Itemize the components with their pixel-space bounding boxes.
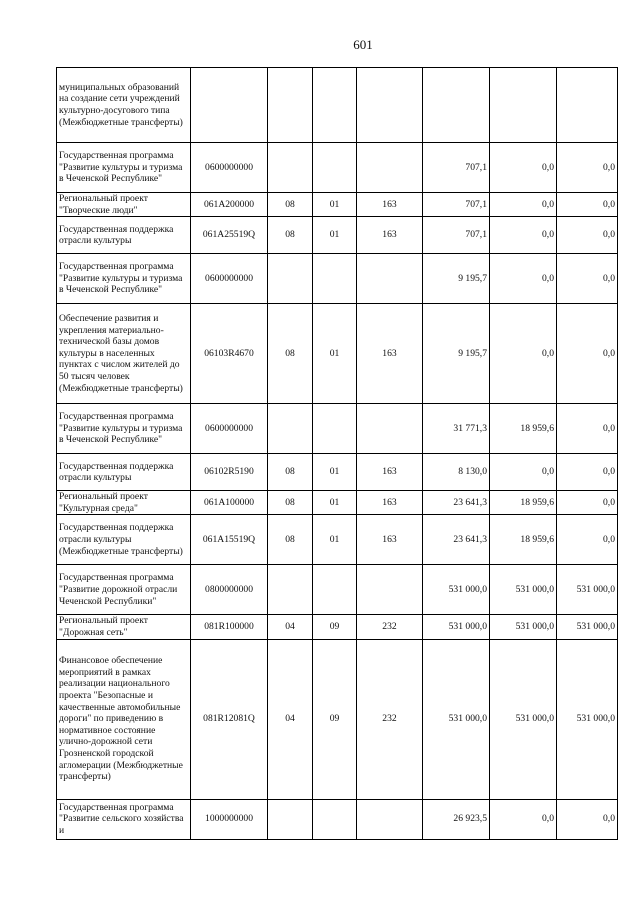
row-section-cell: 04 [268, 639, 313, 799]
row-code-cell: 06103R4670 [191, 304, 268, 404]
row-sum-year2-cell: 531 000,0 [490, 615, 557, 639]
row-expense-type-cell: 163 [357, 193, 423, 217]
row-sum-year3-cell: 0,0 [557, 143, 618, 193]
row-sum-year2-cell: 531 000,0 [490, 639, 557, 799]
row-subsection-cell: 09 [313, 639, 357, 799]
row-sum-year2-cell: 0,0 [490, 799, 557, 839]
row-expense-type-cell: 163 [357, 515, 423, 565]
row-subsection-cell [313, 254, 357, 304]
table-row [57, 193, 618, 217]
row-expense-type-cell: 232 [357, 615, 423, 639]
row-sum-year2-cell: 0,0 [490, 454, 557, 491]
table-row [57, 217, 618, 254]
row-expense-type-cell: 163 [357, 217, 423, 254]
row-code-cell: 0600000000 [191, 143, 268, 193]
row-section-cell: 08 [268, 454, 313, 491]
row-sum-year2-cell: 18 959,6 [490, 491, 557, 515]
row-name-cell: Государственная программа "Развитие сельского хозяйства и [57, 799, 191, 839]
row-expense-type-cell: 163 [357, 304, 423, 404]
row-expense-type-cell [357, 143, 423, 193]
row-subsection-cell: 09 [313, 615, 357, 639]
row-section-cell: 04 [268, 615, 313, 639]
row-section-cell [268, 565, 313, 615]
row-code-cell: 061A100000 [191, 491, 268, 515]
row-sum-year2-cell: 18 959,6 [490, 404, 557, 454]
row-name-cell: Обеспечение развития и укрепления материально-технической базы домов культуры в населенных пунктах с числом жителей до 50 тысяч человек (Межбюджетные трансферты) [57, 304, 191, 404]
row-code-cell: 1000000000 [191, 799, 268, 839]
table-row [57, 639, 618, 799]
row-sum-year1-cell: 531 000,0 [423, 615, 490, 639]
table-row [57, 404, 618, 454]
row-sum-year2-cell: 0,0 [490, 254, 557, 304]
row-sum-year1-cell [423, 68, 490, 143]
table-row [57, 615, 618, 639]
row-subsection-cell [313, 565, 357, 615]
table-row [57, 565, 618, 615]
row-section-cell: 08 [268, 491, 313, 515]
row-section-cell [268, 68, 313, 143]
table-row [57, 799, 618, 839]
row-sum-year1-cell: 23 641,3 [423, 491, 490, 515]
row-name-cell: Государственная программа "Развитие культуры и туризма в Чеченской Республике" [57, 404, 191, 454]
row-sum-year2-cell [490, 68, 557, 143]
row-code-cell [191, 68, 268, 143]
row-subsection-cell: 01 [313, 454, 357, 491]
row-name-cell: Финансовое обеспечение мероприятий в рамках реализации национального проекта "Безопасные и качественные автомобильные дороги" по приведению в нормативное состояние улично-дорожной сети Грозненской городской агломерации (Межбюджетные трансферты) [57, 639, 191, 799]
row-expense-type-cell [357, 565, 423, 615]
row-code-cell: 061A25519Q [191, 217, 268, 254]
row-sum-year2-cell: 0,0 [490, 304, 557, 404]
row-sum-year3-cell: 531 000,0 [557, 565, 618, 615]
row-name-cell: Региональный проект "Культурная среда" [57, 491, 191, 515]
row-sum-year1-cell: 707,1 [423, 217, 490, 254]
row-sum-year1-cell: 531 000,0 [423, 565, 490, 615]
row-sum-year1-cell: 9 195,7 [423, 304, 490, 404]
row-sum-year1-cell: 26 923,5 [423, 799, 490, 839]
row-code-cell: 081R100000 [191, 615, 268, 639]
row-sum-year3-cell: 0,0 [557, 254, 618, 304]
table-row [57, 254, 618, 304]
row-section-cell [268, 799, 313, 839]
row-sum-year3-cell: 0,0 [557, 454, 618, 491]
row-section-cell: 08 [268, 304, 313, 404]
row-section-cell: 08 [268, 217, 313, 254]
row-section-cell [268, 143, 313, 193]
row-sum-year1-cell: 531 000,0 [423, 639, 490, 799]
row-code-cell: 061A15519Q [191, 515, 268, 565]
row-expense-type-cell: 163 [357, 491, 423, 515]
row-sum-year1-cell: 707,1 [423, 143, 490, 193]
row-expense-type-cell [357, 404, 423, 454]
row-subsection-cell [313, 68, 357, 143]
row-name-cell: Государственная поддержка отрасли культуры [57, 454, 191, 491]
row-sum-year3-cell [557, 68, 618, 143]
row-sum-year1-cell: 8 130,0 [423, 454, 490, 491]
row-sum-year2-cell: 0,0 [490, 217, 557, 254]
row-name-cell: Государственная программа "Развитие дорожной отрасли Чеченской Республики" [57, 565, 191, 615]
row-subsection-cell: 01 [313, 491, 357, 515]
row-code-cell: 0800000000 [191, 565, 268, 615]
page-number: 601 [353, 37, 373, 52]
row-section-cell [268, 404, 313, 454]
row-subsection-cell: 01 [313, 515, 357, 565]
row-code-cell: 0600000000 [191, 254, 268, 304]
row-sum-year3-cell: 0,0 [557, 799, 618, 839]
row-code-cell: 0600000000 [191, 404, 268, 454]
row-name-cell: Государственная поддержка отрасли культуры (Межбюджетные трансферты) [57, 515, 191, 565]
table-row [57, 515, 618, 565]
row-sum-year3-cell: 0,0 [557, 217, 618, 254]
budget-table [56, 67, 618, 840]
row-name-cell: муниципальных образований на создание сети учреждений культурно-досугового типа (Межбюджетные трансферты) [57, 68, 191, 143]
row-name-cell: Государственная поддержка отрасли культуры [57, 217, 191, 254]
row-subsection-cell [313, 143, 357, 193]
row-subsection-cell: 01 [313, 193, 357, 217]
table-body [57, 68, 618, 840]
row-subsection-cell [313, 799, 357, 839]
row-sum-year3-cell: 0,0 [557, 304, 618, 404]
row-sum-year3-cell: 531 000,0 [557, 615, 618, 639]
row-name-cell: Государственная программа "Развитие культуры и туризма в Чеченской Республике" [57, 143, 191, 193]
row-expense-type-cell [357, 254, 423, 304]
row-name-cell: Региональный проект "Дорожная сеть" [57, 615, 191, 639]
table-row [57, 143, 618, 193]
row-sum-year2-cell: 0,0 [490, 193, 557, 217]
row-sum-year3-cell: 0,0 [557, 491, 618, 515]
row-sum-year1-cell: 707,1 [423, 193, 490, 217]
row-section-cell: 08 [268, 515, 313, 565]
row-code-cell: 061A200000 [191, 193, 268, 217]
row-expense-type-cell [357, 68, 423, 143]
row-section-cell [268, 254, 313, 304]
row-subsection-cell: 01 [313, 304, 357, 404]
row-name-cell: Государственная программа "Развитие культуры и туризма в Чеченской Республике" [57, 254, 191, 304]
row-sum-year3-cell: 0,0 [557, 515, 618, 565]
row-sum-year3-cell: 531 000,0 [557, 639, 618, 799]
row-sum-year1-cell: 23 641,3 [423, 515, 490, 565]
row-sum-year3-cell: 0,0 [557, 404, 618, 454]
row-sum-year1-cell: 9 195,7 [423, 254, 490, 304]
row-subsection-cell [313, 404, 357, 454]
row-sum-year2-cell: 531 000,0 [490, 565, 557, 615]
row-expense-type-cell: 163 [357, 454, 423, 491]
row-sum-year1-cell: 31 771,3 [423, 404, 490, 454]
row-code-cell: 081R12081Q [191, 639, 268, 799]
table-row [57, 304, 618, 404]
table-row [57, 491, 618, 515]
row-sum-year2-cell: 18 959,6 [490, 515, 557, 565]
row-section-cell: 08 [268, 193, 313, 217]
table-row [57, 68, 618, 143]
row-name-cell: Региональный проект "Творческие люди" [57, 193, 191, 217]
row-code-cell: 06102R5190 [191, 454, 268, 491]
row-subsection-cell: 01 [313, 217, 357, 254]
row-sum-year2-cell: 0,0 [490, 143, 557, 193]
row-sum-year3-cell: 0,0 [557, 193, 618, 217]
row-expense-type-cell [357, 799, 423, 839]
table-row [57, 454, 618, 491]
row-expense-type-cell: 232 [357, 639, 423, 799]
